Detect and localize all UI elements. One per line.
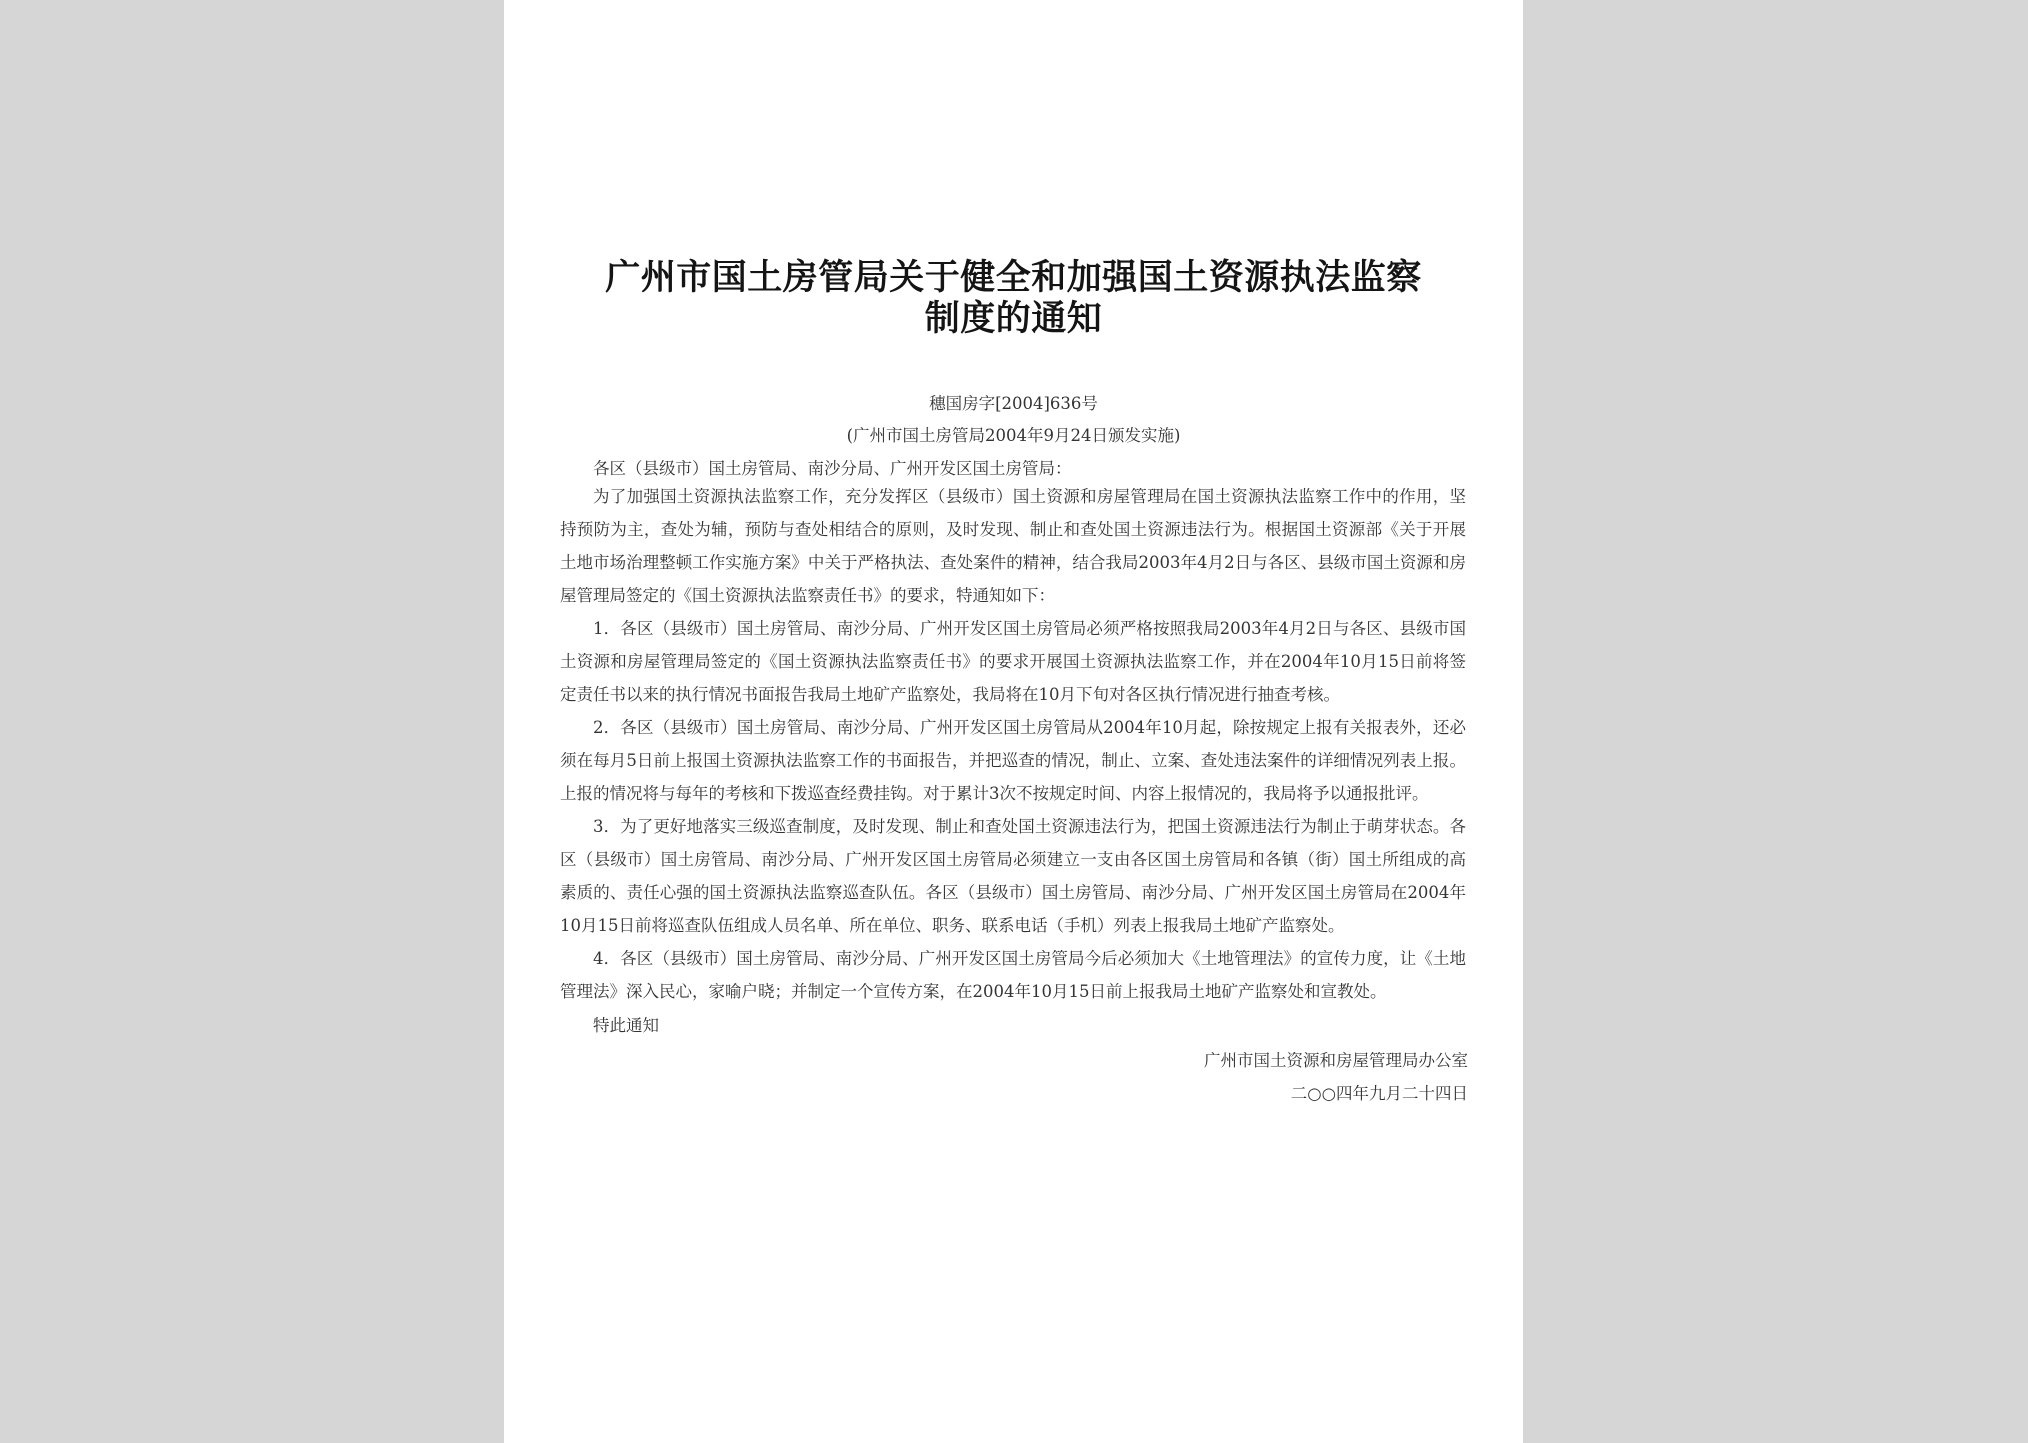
intro-paragraph: 为了加强国土资源执法监察工作，充分发挥区（县级市）国土资源和房屋管理局在国土资源执法监察工作中的作用，坚持预防为主，查处为辅，预防与查处相结合的原则，及时发现、制止和查处国土资源违法行为。根据国土资源部《关于开展土地市场治理整顿工作实施方案》中关于严格执法、查处案件的精神，结合我局2003年4月2日与各区、县级市国土资源和房屋管理局签定的《国土资源执法监察责任书》的要求，特通知如下： [560,487,1466,605]
item-paragraph-1: 1．各区（县级市）国土房管局、南沙分局、广州开发区国土房管局必须严格按照我局2003年4月2日与各区、县级市国土资源和房屋管理局签定的《国土资源执法监察责任书》的要求开展国土资源执法监察工作，并在2004年10月15日前将签定责任书以来的执行情况书面报告我局土地矿产监察处，我局将在10月下旬对各区执行情况进行抽查考核。 [560,619,1466,704]
item-paragraph-3: 3．为了更好地落实三级巡查制度，及时发现、制止和查处国土资源违法行为，把国土资源违法行为制止于萌芽状态。各区（县级市）国土房管局、南沙分局、广州开发区国土房管局必须建立一支由各区国土房管局和各镇（街）国土所组成的高素质的、责任心强的国土资源执法监察巡查队伍。各区（县级市）国土房管局、南沙分局、广州开发区国土房管局在2004年10月15日前将巡查队伍组成人员名单、所在单位、职务、联系电话（手机）列表上报我局土地矿产监察处。 [560,817,1466,935]
signature: 广州市国土资源和房屋管理局办公室 [1204,1051,1468,1070]
item-paragraph-4: 4．各区（县级市）国土房管局、南沙分局、广州开发区国土房管局今后必须加大《土地管理法》的宣传力度，让《土地管理法》深入民心，家喻户晓；并制定一个宣传方案，在2004年10月15日前上报我局土地矿产监察处和宣教处。 [560,949,1466,1001]
document-page [504,0,1523,1443]
item-paragraph-2: 2．各区（县级市）国土房管局、南沙分局、广州开发区国土房管局从2004年10月起，除按规定上报有关报表外，还必须在每月5日前上报国土资源执法监察工作的书面报告，并把巡查的情况，制止、立案、查处违法案件的详细情况列表上报。上报的情况将与每年的考核和下拨巡查经费挂钩。对于累计3次不按规定时间、内容上报情况的，我局将予以通报批评。 [560,718,1466,803]
document-title [504,258,1523,340]
signature-date: 二○○四年九月二十四日 [1290,1084,1468,1103]
document-number: 穗国房字[2004]636号 [929,394,1098,413]
issue-note: (广州市国土房管局2004年9月24日颁发实施) [846,426,1181,445]
addressee: 各区（县级市）国土房管局、南沙分局、广州开发区国土房管局： [593,459,1072,478]
title-line-2: 制度的通知 [924,299,1103,339]
closing-text: 特此通知 [593,1016,659,1035]
title-line-1: 广州市国土房管局关于健全和加强国土资源执法监察 [605,258,1422,298]
